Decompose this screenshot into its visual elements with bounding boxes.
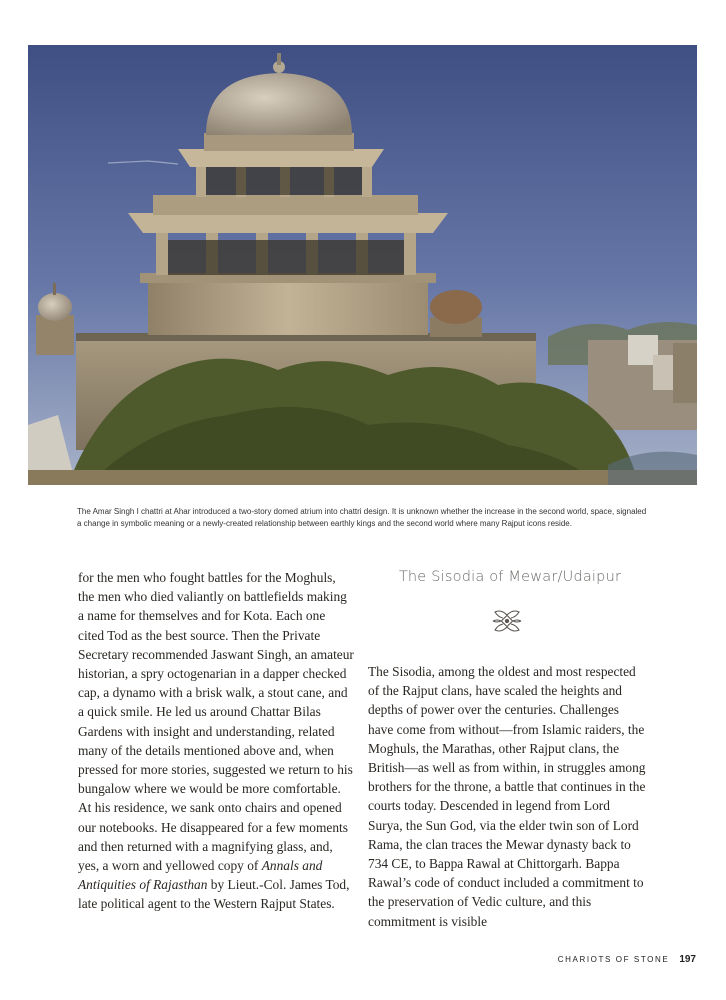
left-column-text [78, 568, 354, 914]
section-heading: The Sisodia of Mewar/Udaipur [398, 569, 622, 585]
chattri-photo [28, 45, 697, 485]
left-column [78, 568, 354, 914]
right-column [368, 568, 646, 931]
book-title: Annals and Antiquities of Rajasthan [78, 858, 323, 893]
page-number: 197 [679, 954, 696, 965]
running-title: CHARIOTS OF STONE [557, 955, 670, 964]
page-footer [558, 954, 696, 965]
chattri-illustration [28, 45, 697, 485]
left-text-part-2: by Lieut.-Col. James Tod, late political agent to the Western Rajput States. [78, 877, 350, 912]
left-text-part-1: for the men who fought battles for the Moghuls, the men who died valiantly on battlefields making a name for themselves and for Kota. Each one cited Tod as the best source. Then the Private Secretary recommended Jaswant Singh, an amateur historian, a spry octogenarian in a dapper checked cap, a dynamo with a brisk walk, a stout cane, and a quick smile. He led us around Chattar Bilas Gardens with insight and understanding, related many of the details mentioned above and, when pressed for more stories, suggested we return to his bungalow where we would be more comfortable. At his residence, we sank onto chairs and opened our notebooks. He disappeared for a few moments and then returned with a magnifying glass, and, yes, a worn and yellowed copy of [78, 570, 354, 874]
right-column-text: The Sisodia, among the oldest and most respected of the Rajput clans, have scaled the heights and depths of power over the centuries. Challenges have come from without—from Islamic raiders, the Moghuls, the Marathas, other Rajput clans, the British—as well as from within, in struggles among brothers for the throne, a battle that continues in the courts today. Descended in legend from Lord Surya, the Sun God, via the elder twin son of Lord Rama, the clan traces the Mewar dynasty back to 734 CE, to Bappa Rawal at Chittorgarh. Bappa Rawal’s code of conduct included a commitment to the preservation of Vedic culture, and this commitment is visible [368, 664, 646, 929]
right-column-body [368, 662, 646, 931]
photo-caption: The Amar Singh I chattri at Ahar introduced a two-story domed atrium into chattri design. It is unknown whether the increase in the second world, space, signaled a change in symbolic meaning or a newly-created relationship between earthly kings and the second world where many Rajput icons reside. [77, 507, 647, 528]
floral-ornament-icon [490, 604, 524, 638]
